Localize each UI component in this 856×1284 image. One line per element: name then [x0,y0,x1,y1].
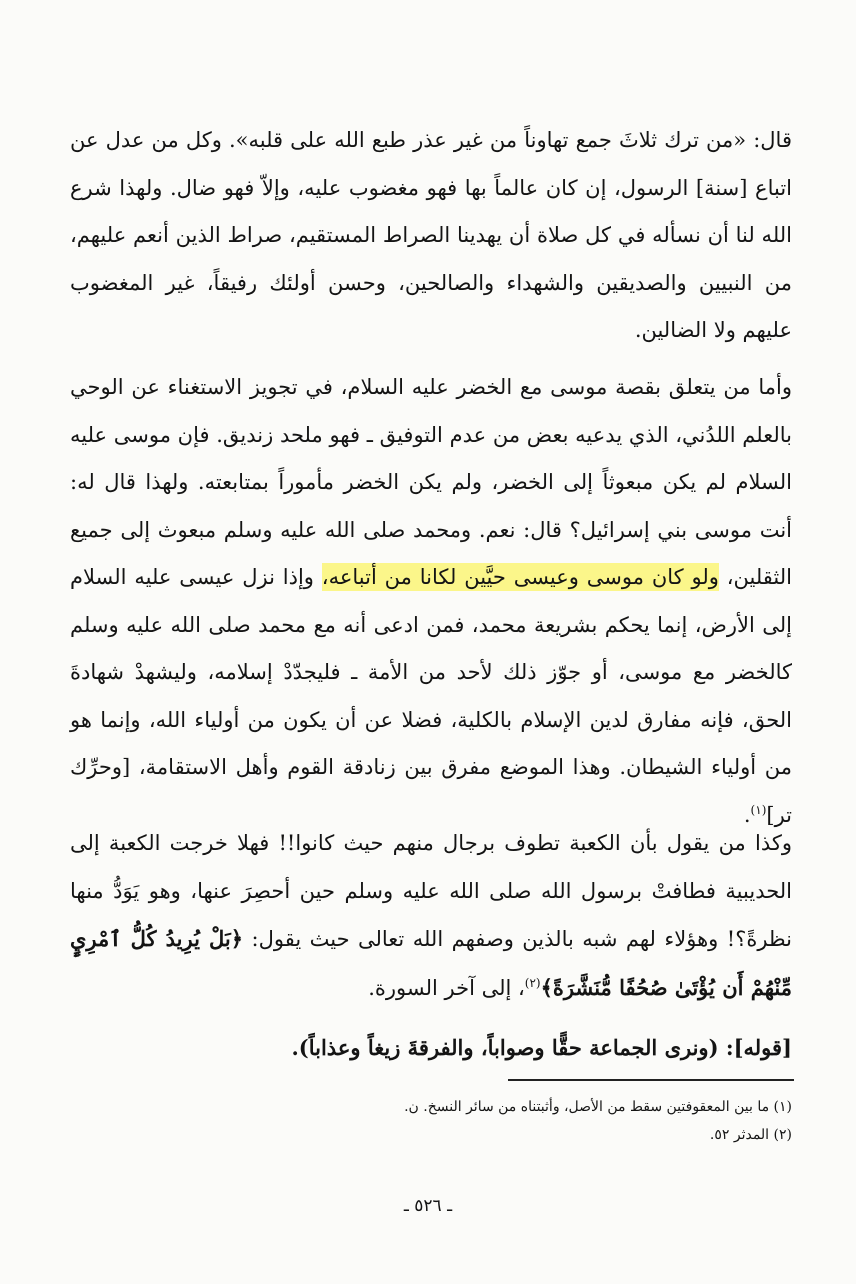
footnote-marker-2: (٢) [524,975,541,990]
paragraph-4-text: [قوله]: (ونرى الجماعة حقًّا وصواباً، والفرقةَ زيغاً وعذاباً). [291,1035,792,1060]
footnote-marker-1: (١) [750,802,767,817]
paragraph-1 [70,117,792,355]
paragraph-4 [70,1024,792,1072]
paragraph-3 [70,820,792,1012]
paragraph-3-text: وكذا من يقول بأن الكعبة تطوف برجال منهم حيث كانوا!! فهلا خرجت الكعبة إلى الحديبية فطافتْ برسول الله صلى الله عليه وسلم حين أحصِرَ عنها، وهو يَوَدُّ منها نظرةً؟! وهؤلاء لهم شبه بالذين وصفهم الله تعالى حيث يقول: [70,831,792,951]
paragraph-2 [70,364,792,839]
highlighted-sentence: ولو كان موسى وعيسى حيَّين لكانا من أتباعه، [321,565,719,589]
paragraph-1-text: قال: «من ترك ثلاثَ جمع تهاوناً من غير عذر طبع الله على قلبه». وكل من عدل عن اتباع [سنة] الرسول، إن كان عالماً بها فهو مغضوب عليه، وإلاّ فهو ضال. ولهذا شرع الله لنا أن نسأله في كل صلاة أن يهدينا الصراط المستقيم، صراط الذين أنعم عليهم، من النبيين والصديقين والشهداء والصالحين، وحسن أولئك رفيقاً، غير المغضوب عليهم ولا الضالين. [70,128,792,342]
paragraph-2-text-start: وأما من يتعلق بقصة موسى مع الخضر عليه السلام، في تجويز الاستغناء عن الوحي بالعلم اللدُني، الذي يدعيه بعض من عدم التوفيق ـ فهو ملحد زنديق. فإن موسى عليه السلام لم يكن مبعوثاً إلى الخضر، ولم يكن الخضر مأموراً بمتابعته. ولهذا قال له: أنت موسى بني إسرائيل؟ قال: نعم. ومحمد صلى الله عليه وسلم مبعوث إلى جميع الثقلين، [70,375,793,589]
footnote-2: (٢) المدثر ٥٢. [709,1127,792,1143]
page-number: ـ ٥٢٦ ـ [403,1196,453,1216]
paragraph-3-end: ، إلى آخر السورة. [368,975,525,1000]
footnote-divider [508,1079,794,1081]
quran-verse: ﴿بَلْ يُرِيدُ كُلُّ ٱمْرِيٍٕ مِّنْهُمْ أَن يُؤْتَىٰ صُحُفًا مُّنَشَّرَةً﴾ [70,926,792,1000]
paragraph-2-text-end: وإذا نزل عيسى عليه السلام إلى الأرض، إنما يحكم بشريعة محمد، فمن ادعى أنه مع محمد صلى الله عليه وسلم كالخضر مع موسى، أو جوّز ذلك لأحد من الأمة ـ فليجدّدْ إسلامه، وليشهدْ شهادةَ الحق، فإنه مفارق لدين الإسلام بالكلية، فضلا عن أن يكون من أولياء الله، وإنما هو من أولياء الشيطان. وهذا الموضع مفرق بين زنادقة القوم وأهل الاستقامة، [وحرِّك تر] [70,565,792,827]
paragraph-2-end-punct: . [743,802,751,827]
footnote-1: (١) ما بين المعقوفتين سقط من الأصل، وأثبتناه من سائر النسخ. ن. [404,1099,792,1115]
